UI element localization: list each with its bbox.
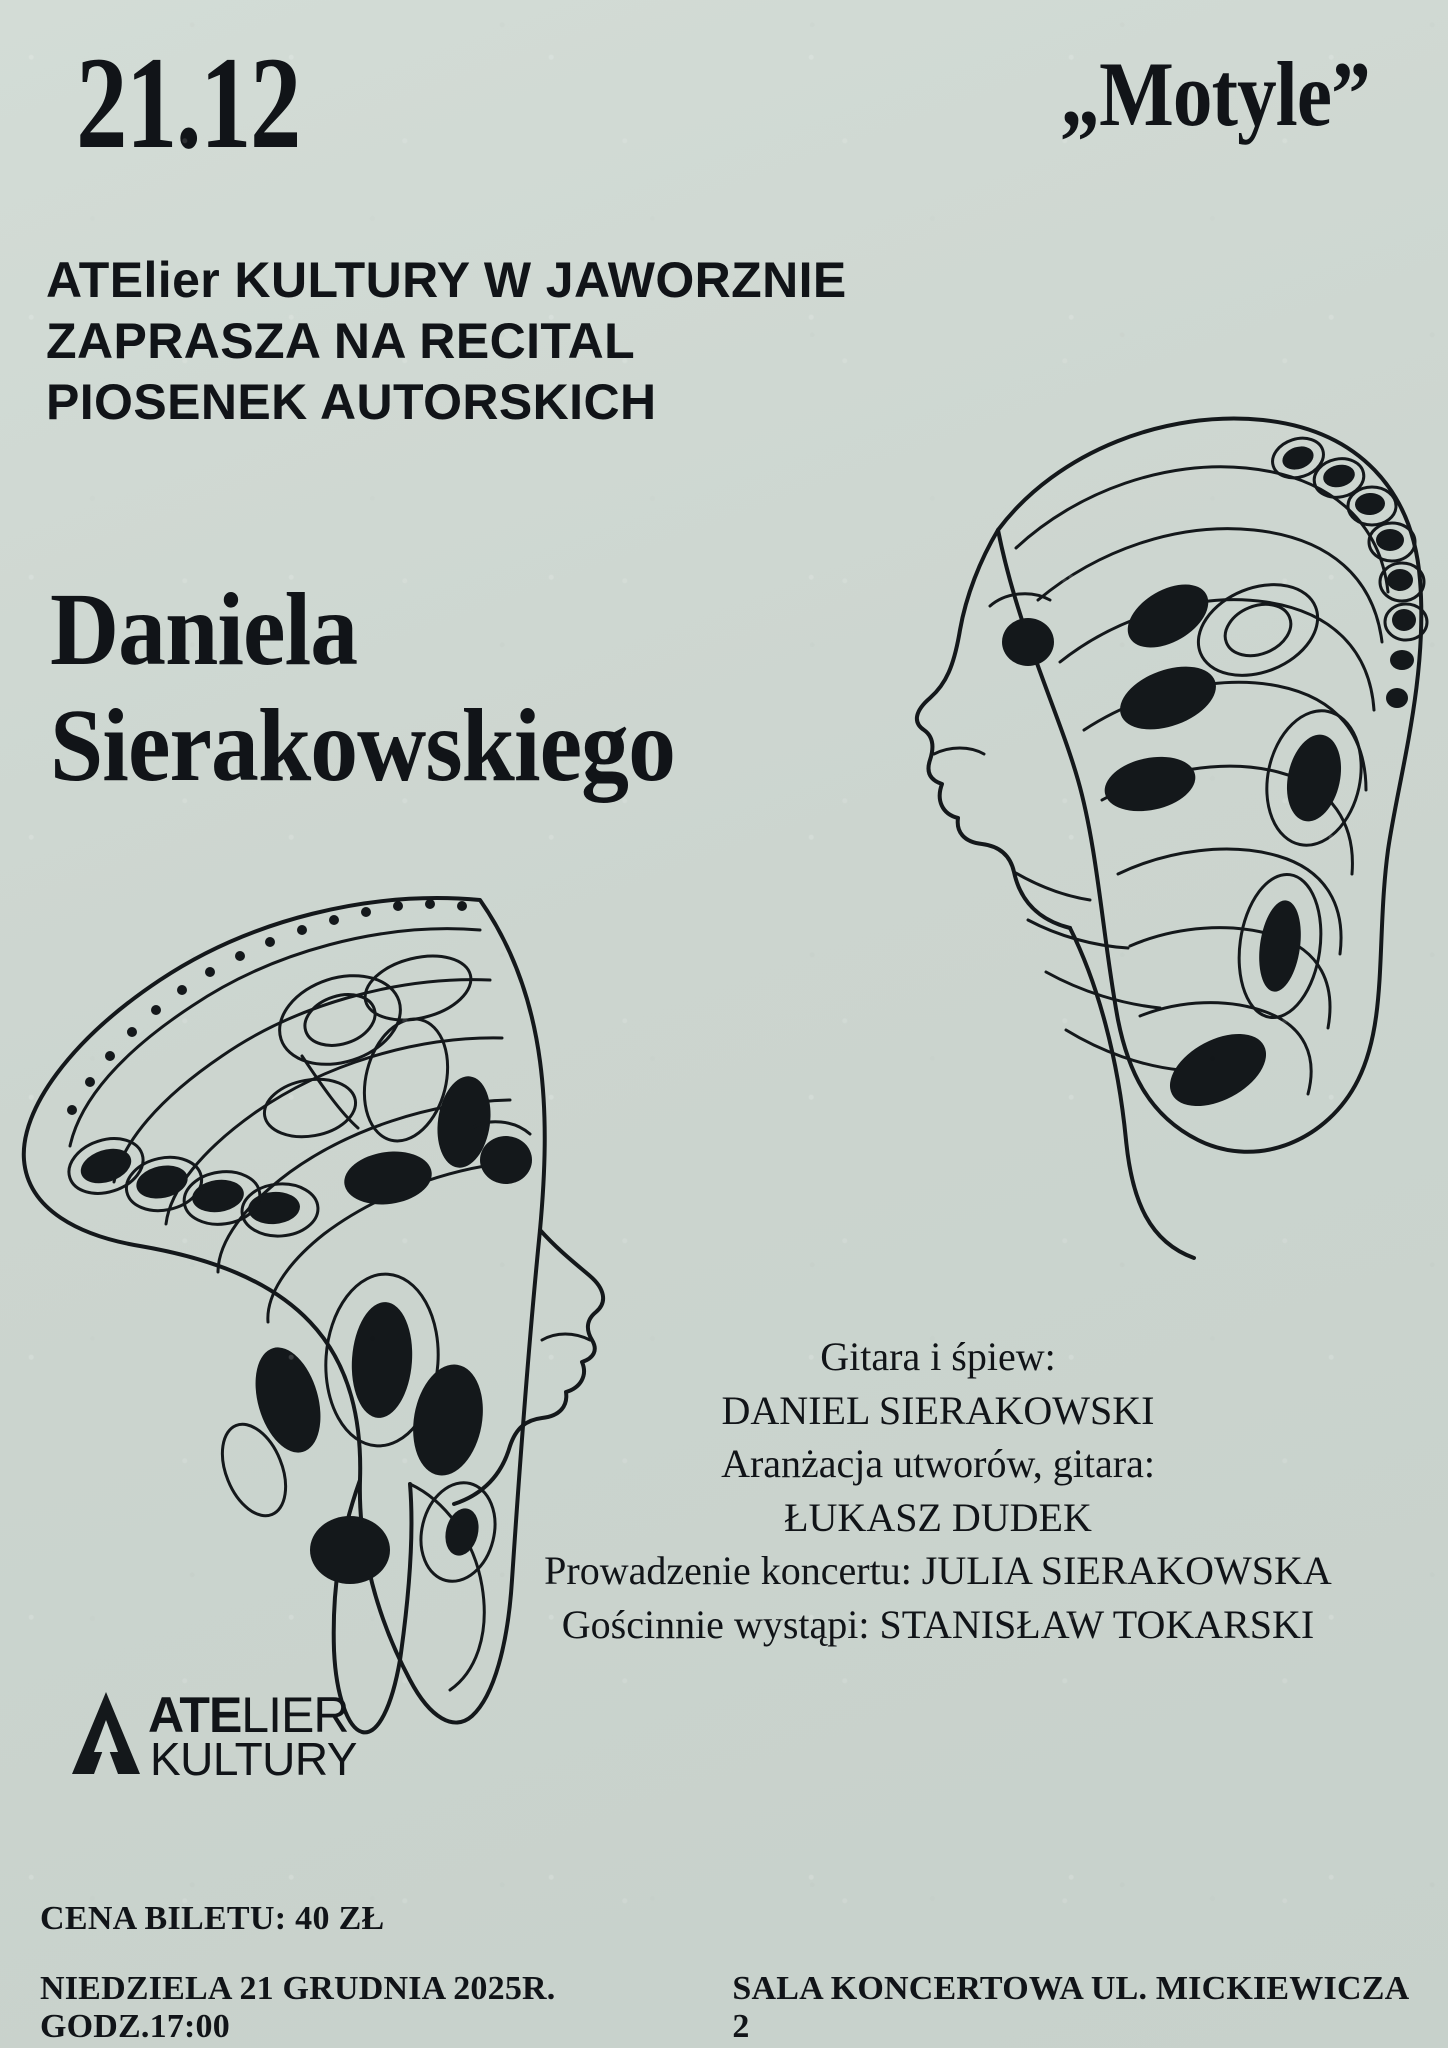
credit-line-2: DANIEL SIERAKOWSKI [721,1387,1155,1433]
credit-line-5: Prowadzenie koncertu: JULIA SIERAKOWSKA [544,1548,1332,1594]
credits-block [458,1330,1418,1652]
invitation-line-2: ZAPRASZA NA RECITAL [46,313,636,369]
poster-title: „Motyle” [1060,43,1370,145]
ticket-price: CENA BILETU: 40 ZŁ [40,1900,385,1937]
credit-line-3: Aranżacja utworów, gitara: [721,1441,1155,1487]
atelier-kultury-logo-text [148,1687,357,1785]
footer-date-time: NIEDZIELA 21 GRUDNIA 2025R. GODZ.17:00 [40,1970,556,2045]
credit-line-4: ŁUKASZ DUDEK [784,1494,1092,1540]
logo-text-ate: ATE [148,1687,242,1743]
logo-text-lier: LIER [241,1687,349,1743]
credit-line-1: Gitara i śpiew: [820,1334,1056,1379]
footer-venue: SALA KONCERTOWA UL. MICKIEWICZA 2 [732,1970,1408,2045]
credit-line-6: Gościnnie wystąpi: STANISŁAW TOKARSKI [561,1601,1315,1647]
invitation-line-1: ATElier KULTURY W JAWORZNIE [46,252,847,308]
event-date-big: 21.12 [76,29,300,176]
logo-text-kultury: KULTURY [150,1733,357,1785]
invitation-block [46,250,1106,433]
atelier-kultury-logo-icon [70,1690,144,1776]
artist-name-line-2: Sierakowskiego [50,688,676,804]
artist-name-line-1: Daniela [50,572,358,687]
atelier-kultury-logo [70,1687,357,1785]
artist-name [50,572,675,805]
invitation-line-3: PIOSENEK AUTORSKICH [46,374,657,430]
footer-details [40,1970,1412,2046]
